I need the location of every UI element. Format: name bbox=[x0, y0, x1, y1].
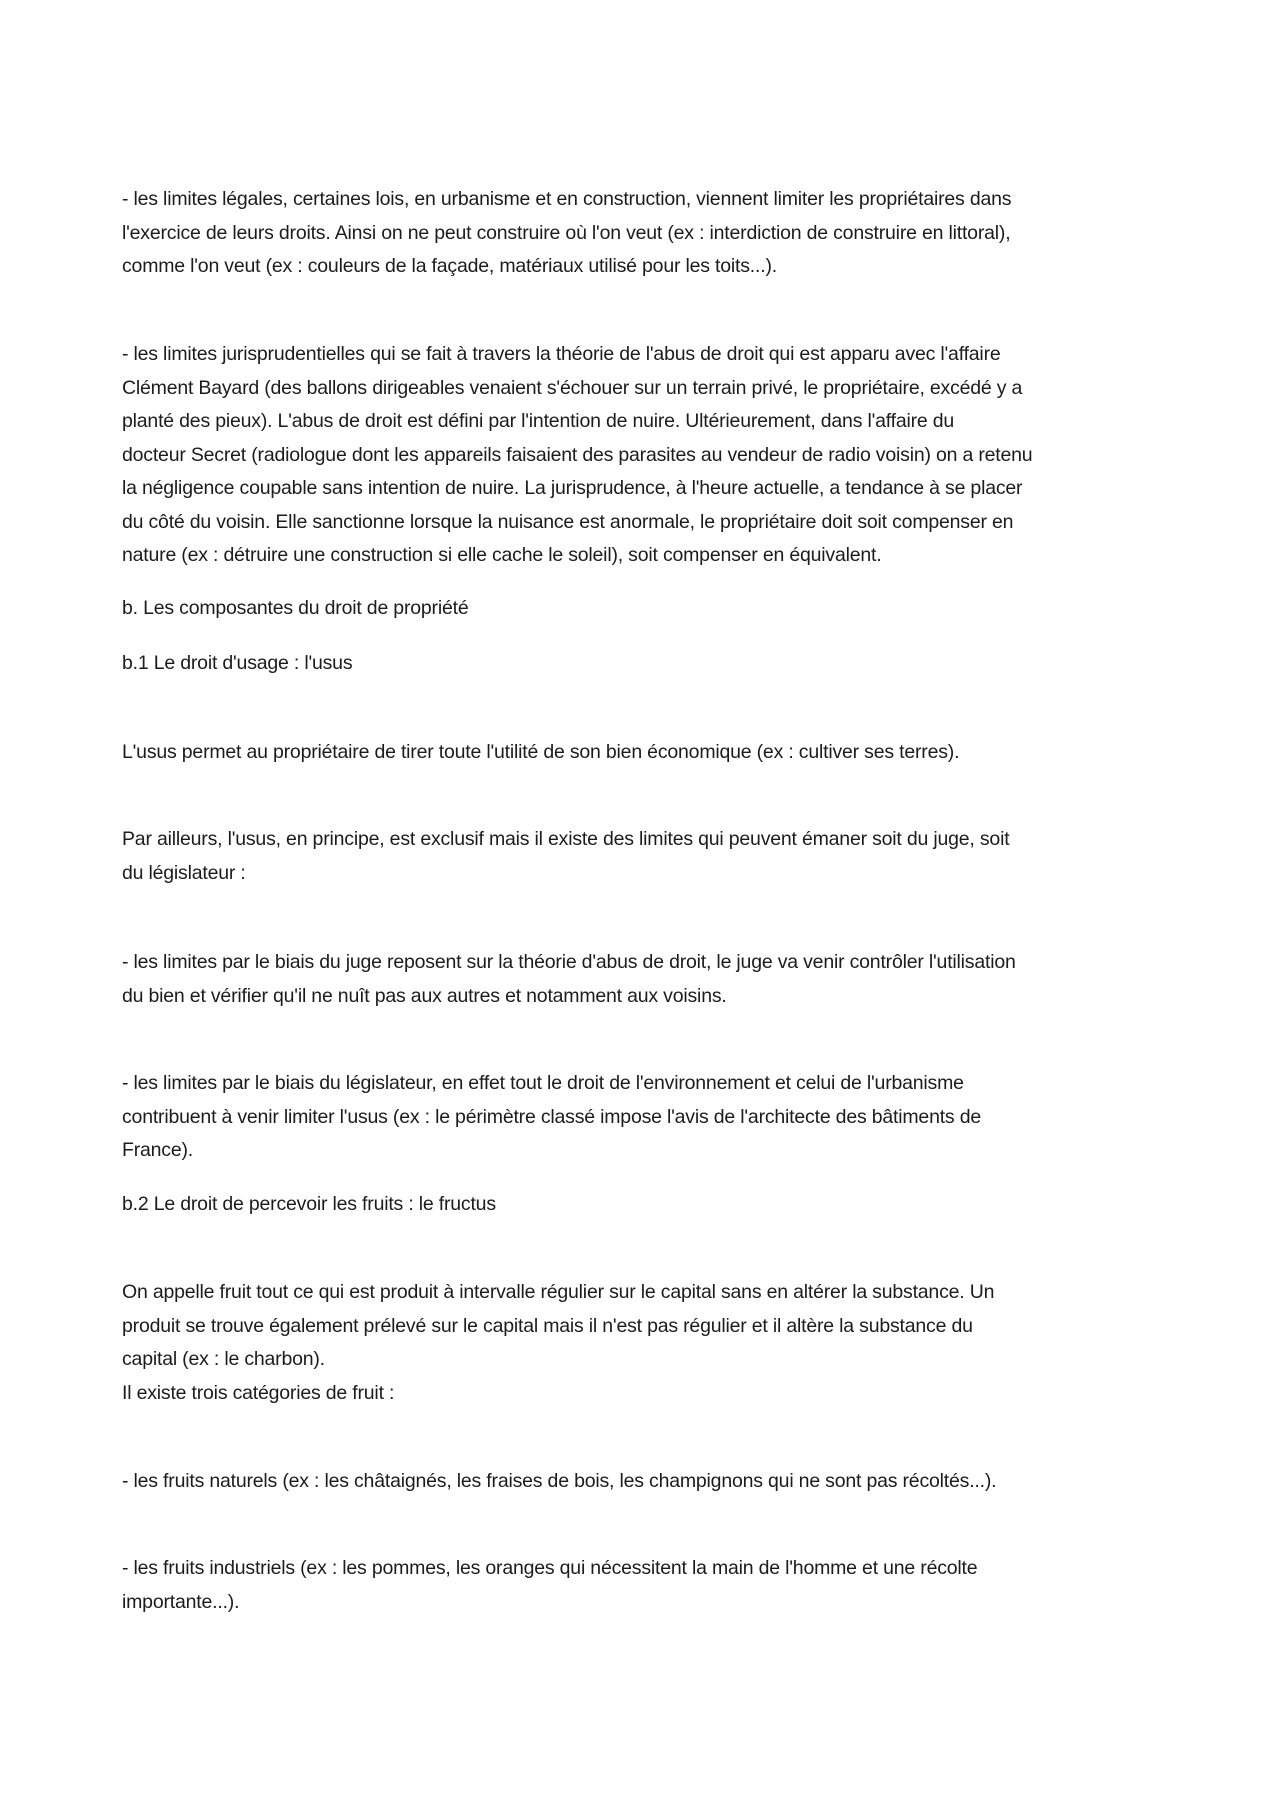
heading-property-components: b. Les composantes du droit de propriété bbox=[122, 597, 469, 619]
paragraph-fruit-definition: On appelle fruit tout ce qui est produit à intervalle régulier sur le capital sans en altérer la substance. Un produit se trouve également prélevé sur le capital mais il n'est pas régulier et il altère la substance du capital (ex : le charbon). Il existe trois catégories de fruit : bbox=[122, 1281, 995, 1404]
list-item-natural-fruits: - les fruits naturels (ex : les châtaignés, les fraises de bois, les champignons qui ne sont pas récoltés...). bbox=[122, 1470, 997, 1492]
list-item-industrial-fruits: - les fruits industriels (ex : les pommes, les oranges qui nécessitent la main de l'homme et une récolte importante...). bbox=[122, 1557, 978, 1613]
paragraph-legislator-limits: - les limites par le biais du législateur, en effet tout le droit de l'environnement et celui de l'urbanisme contribuent à venir limiter l'usus (ex : le périmètre classé impose l'avis de l'architecte des bâtiments de France). bbox=[122, 1072, 981, 1161]
paragraph-legal-limits: - les limites légales, certaines lois, en urbanisme et en construction, viennent limiter les propriétaires dans l'exercice de leurs droits. Ainsi on ne peut construire où l'on veut (ex : interdiction de construire en littoral), comme l'on veut (ex : couleurs de la façade, matériaux utilisé pour les toits...). bbox=[122, 188, 1012, 277]
paragraph-usus-limits: Par ailleurs, l'usus, en principe, est exclusif mais il existe des limites qui peuvent émaner soit du juge, soit du législateur : bbox=[122, 828, 1010, 884]
heading-usus: b.1 Le droit d'usage : l'usus bbox=[122, 652, 353, 674]
heading-fructus: b.2 Le droit de percevoir les fruits : le fructus bbox=[122, 1193, 496, 1215]
paragraph-jurisprudential-limits: - les limites jurisprudentielles qui se fait à travers la théorie de l'abus de droit qui est apparu avec l'affaire Clément Bayard (des ballons dirigeables venaient s'échouer sur un terrain privé, le propriétaire, excédé y a planté des pieux). L'abus de droit est défini par l'intention de nuire. Ultérieurement, dans l'affaire du docteur Secret (radiologue dont les appareils faisaient des parasites au vendeur de radio voisin) on a retenu la négligence coupable sans intention de nuire. La jurisprudence, à l'heure actuelle, a tendance à se placer du côté du voisin. Elle sanctionne lorsque la nuisance est anormale, le propriétaire doit soit compenser en nature (ex : détruire une construction si elle cache le soleil), soit compenser en équivalent. bbox=[122, 343, 1033, 566]
paragraph-judge-limits: - les limites par le biais du juge reposent sur la théorie d'abus de droit, le juge va venir contrôler l'utilisation du bien et vérifier qu'il ne nuît pas aux autres et notamment aux voisins. bbox=[122, 951, 1016, 1007]
paragraph-usus-definition: L'usus permet au propriétaire de tirer toute l'utilité de son bien économique (ex : cultiver ses terres). bbox=[122, 741, 960, 763]
